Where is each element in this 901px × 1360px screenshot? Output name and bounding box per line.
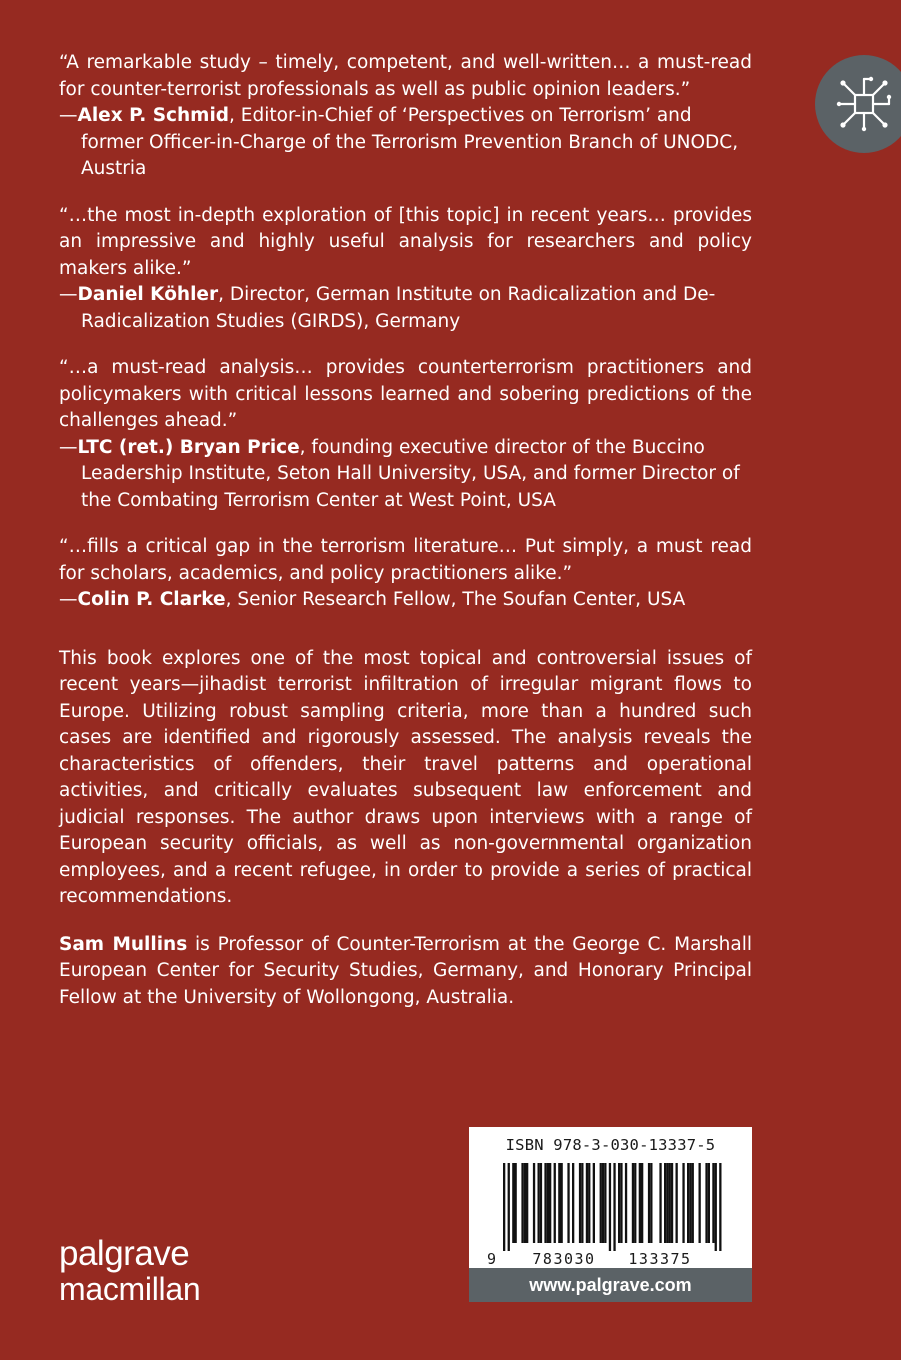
publisher-logo [59,1236,200,1305]
barcode-bar [593,1163,595,1243]
barcode-bar [699,1163,701,1243]
barcode-bar [579,1163,581,1243]
endorsement-text: “A remarkable study – timely, competent, and well-written… a must-read for counter-terrorist professionals as well as public opinion leaders.” [59,52,752,100]
endorsement-attribution: —Colin P. Clarke, Senior Research Fellow, The Soufan Center, USA [59,589,686,610]
barcode-bar [669,1163,671,1243]
barcode-bar [671,1163,673,1243]
barcode-bar [508,1163,510,1251]
author-bio-text: is Professor of Counter-Terrorism at the George C. Marshall European Center for Security Studies, Germany, and Honorary Principal Fellow at the University of Wollongong, Australia. [59,933,752,1008]
endorsement-4 [59,534,752,614]
endorsement-3 [59,355,752,514]
barcode-bar [650,1163,652,1243]
barcode-bar [604,1163,606,1243]
barcode-bar [687,1163,689,1243]
endorser-affiliation: , Director, German Institute on Radicalization and De-Radicalization Studies (GIRDS), Germany [81,284,716,332]
endorsement-text: “…a must-read analysis… provides counterterrorism practitioners and policymakers with critical lessons learned and sobering predictions of the challenges ahead.” [59,357,752,431]
author-bio [59,932,752,1012]
barcode-bar [676,1163,678,1243]
barcode-bar [586,1163,588,1243]
endorsement-attribution: —LTC (ret.) Bryan Price, founding executive director of the Buccino Leadership Institute, Seton Hall University, USA, and former Director of the Combating Terrorism Center at West Point, USA [59,436,740,511]
barcode-right-digits: 133375 [628,1250,692,1266]
barcode-bar [689,1163,691,1243]
barcode-bar [512,1163,514,1243]
barcode-bar [547,1163,549,1243]
endorsement-attribution: —Alex P. Schmid, Editor-in-Chief of ‘Perspectives on Terrorism’ and former Officer-in-Charge of the Terrorism Prevention Branch of UNODC, Austria [59,105,739,179]
barcode-bar [625,1163,627,1243]
barcode-bar [659,1163,661,1243]
barcode-bar [588,1163,590,1243]
endorser-name: Colin P. Clarke [77,589,226,610]
barcode-bar [540,1163,542,1243]
endorsement-attribution: —Daniel Köhler, Director, German Institute on Radicalization and De-Radicalization Studies (GIRDS), Germany [59,284,716,332]
back-cover-text [59,50,752,1011]
barcode-bar [544,1163,546,1243]
barcode-bar [558,1163,560,1243]
barcode-bar [618,1163,620,1243]
endorser-affiliation: , Editor-in-Chief of ‘Perspectives on Terrorism’ and former Officer-in-Charge of the Terrorism Prevention Branch of UNODC, Austria [81,105,739,179]
endorser-name: LTC (ret.) Bryan Price [77,436,300,458]
endorsement-2 [59,203,752,336]
barcode-bar [666,1163,668,1243]
barcode-bar [521,1163,523,1243]
endorser-affiliation: , Senior Research Fellow, The Soufan Center, USA [225,589,686,610]
barcode-bar [561,1163,563,1243]
barcode-bar [641,1163,643,1243]
publisher-url: www.palgrave.com [469,1268,752,1302]
endorsement-text: “…the most in-depth exploration of [this topic] in recent years… provides an impressive and highly useful analysis for researchers and policy makers alike.” [59,204,752,279]
publisher-logo-line1: palgrave [59,1234,190,1273]
barcode-bar [613,1163,615,1251]
barcode-first-digit: 9 [487,1250,497,1266]
barcode-bar [620,1163,622,1243]
barcode-bar [538,1163,540,1243]
barcode-bar [572,1163,574,1243]
barcode-bar [602,1163,604,1243]
endorser-name: Alex P. Schmid [77,105,230,126]
barcode-bar [581,1163,583,1243]
circuit-square-icon [835,75,893,133]
barcode-bar [524,1163,526,1243]
endorser-name: Daniel Köhler [77,284,219,305]
barcode-bar [632,1163,634,1243]
barcode-left-digits: 783030 [532,1250,596,1266]
barcode-bar [634,1163,636,1243]
barcode-bar [526,1163,528,1243]
barcode-bar [554,1163,556,1243]
book-description: This book explores one of the most topical and controversial issues of recent years—jihadist terrorist infiltration of irregular migrant flows to Europe. Utilizing robust sampling criteria, more than a hundred such cases are identified and rigorously assessed. The analysis reveals the characteristics of offenders, their travel patterns and operational activities, and critically evaluates subsequent law enforcement and judicial responses. The author draws upon interviews with a range of European security officials, as well as non-governmental organization employees, and a recent refugee, in order to provide a series of practical recommendations. [59,647,752,907]
barcode-bar [664,1163,666,1243]
endorsement-1 [59,50,752,183]
barcode-bar [639,1163,641,1243]
isbn-label: ISBN 978-3-030-13337-5 [505,1136,716,1154]
circuit-emblem-icon [815,55,901,153]
author-name: Sam Mullins [59,933,188,955]
barcode-bar [719,1163,721,1251]
barcode-bar [549,1163,551,1243]
barcode-bar [600,1163,602,1243]
barcode-bar [533,1163,535,1243]
endorser-affiliation: , founding executive director of the Buccino Leadership Institute, Seton Hall University, USA, and former Director of the Combating Terrorism Center at West Point, USA [81,436,740,511]
barcode-bar [692,1163,694,1243]
barcode-bar [648,1163,650,1243]
barcode-bar [705,1163,707,1243]
barcode-bar [682,1163,684,1243]
barcode-bar [708,1163,710,1243]
barcode-bar [515,1163,517,1243]
barcode-bar [715,1163,717,1251]
barcode-bar [503,1163,505,1251]
barcode-bar [609,1163,611,1251]
barcode-bar [567,1163,569,1243]
endorsement-text: “…fills a critical gap in the terrorism literature… Put simply, a must read for scholars, academics, and policy practitioners alike.” [59,536,752,584]
publisher-logo-line2: macmillan [59,1271,201,1307]
barcode-bar [712,1163,714,1243]
barcode-bars [479,1161,742,1266]
